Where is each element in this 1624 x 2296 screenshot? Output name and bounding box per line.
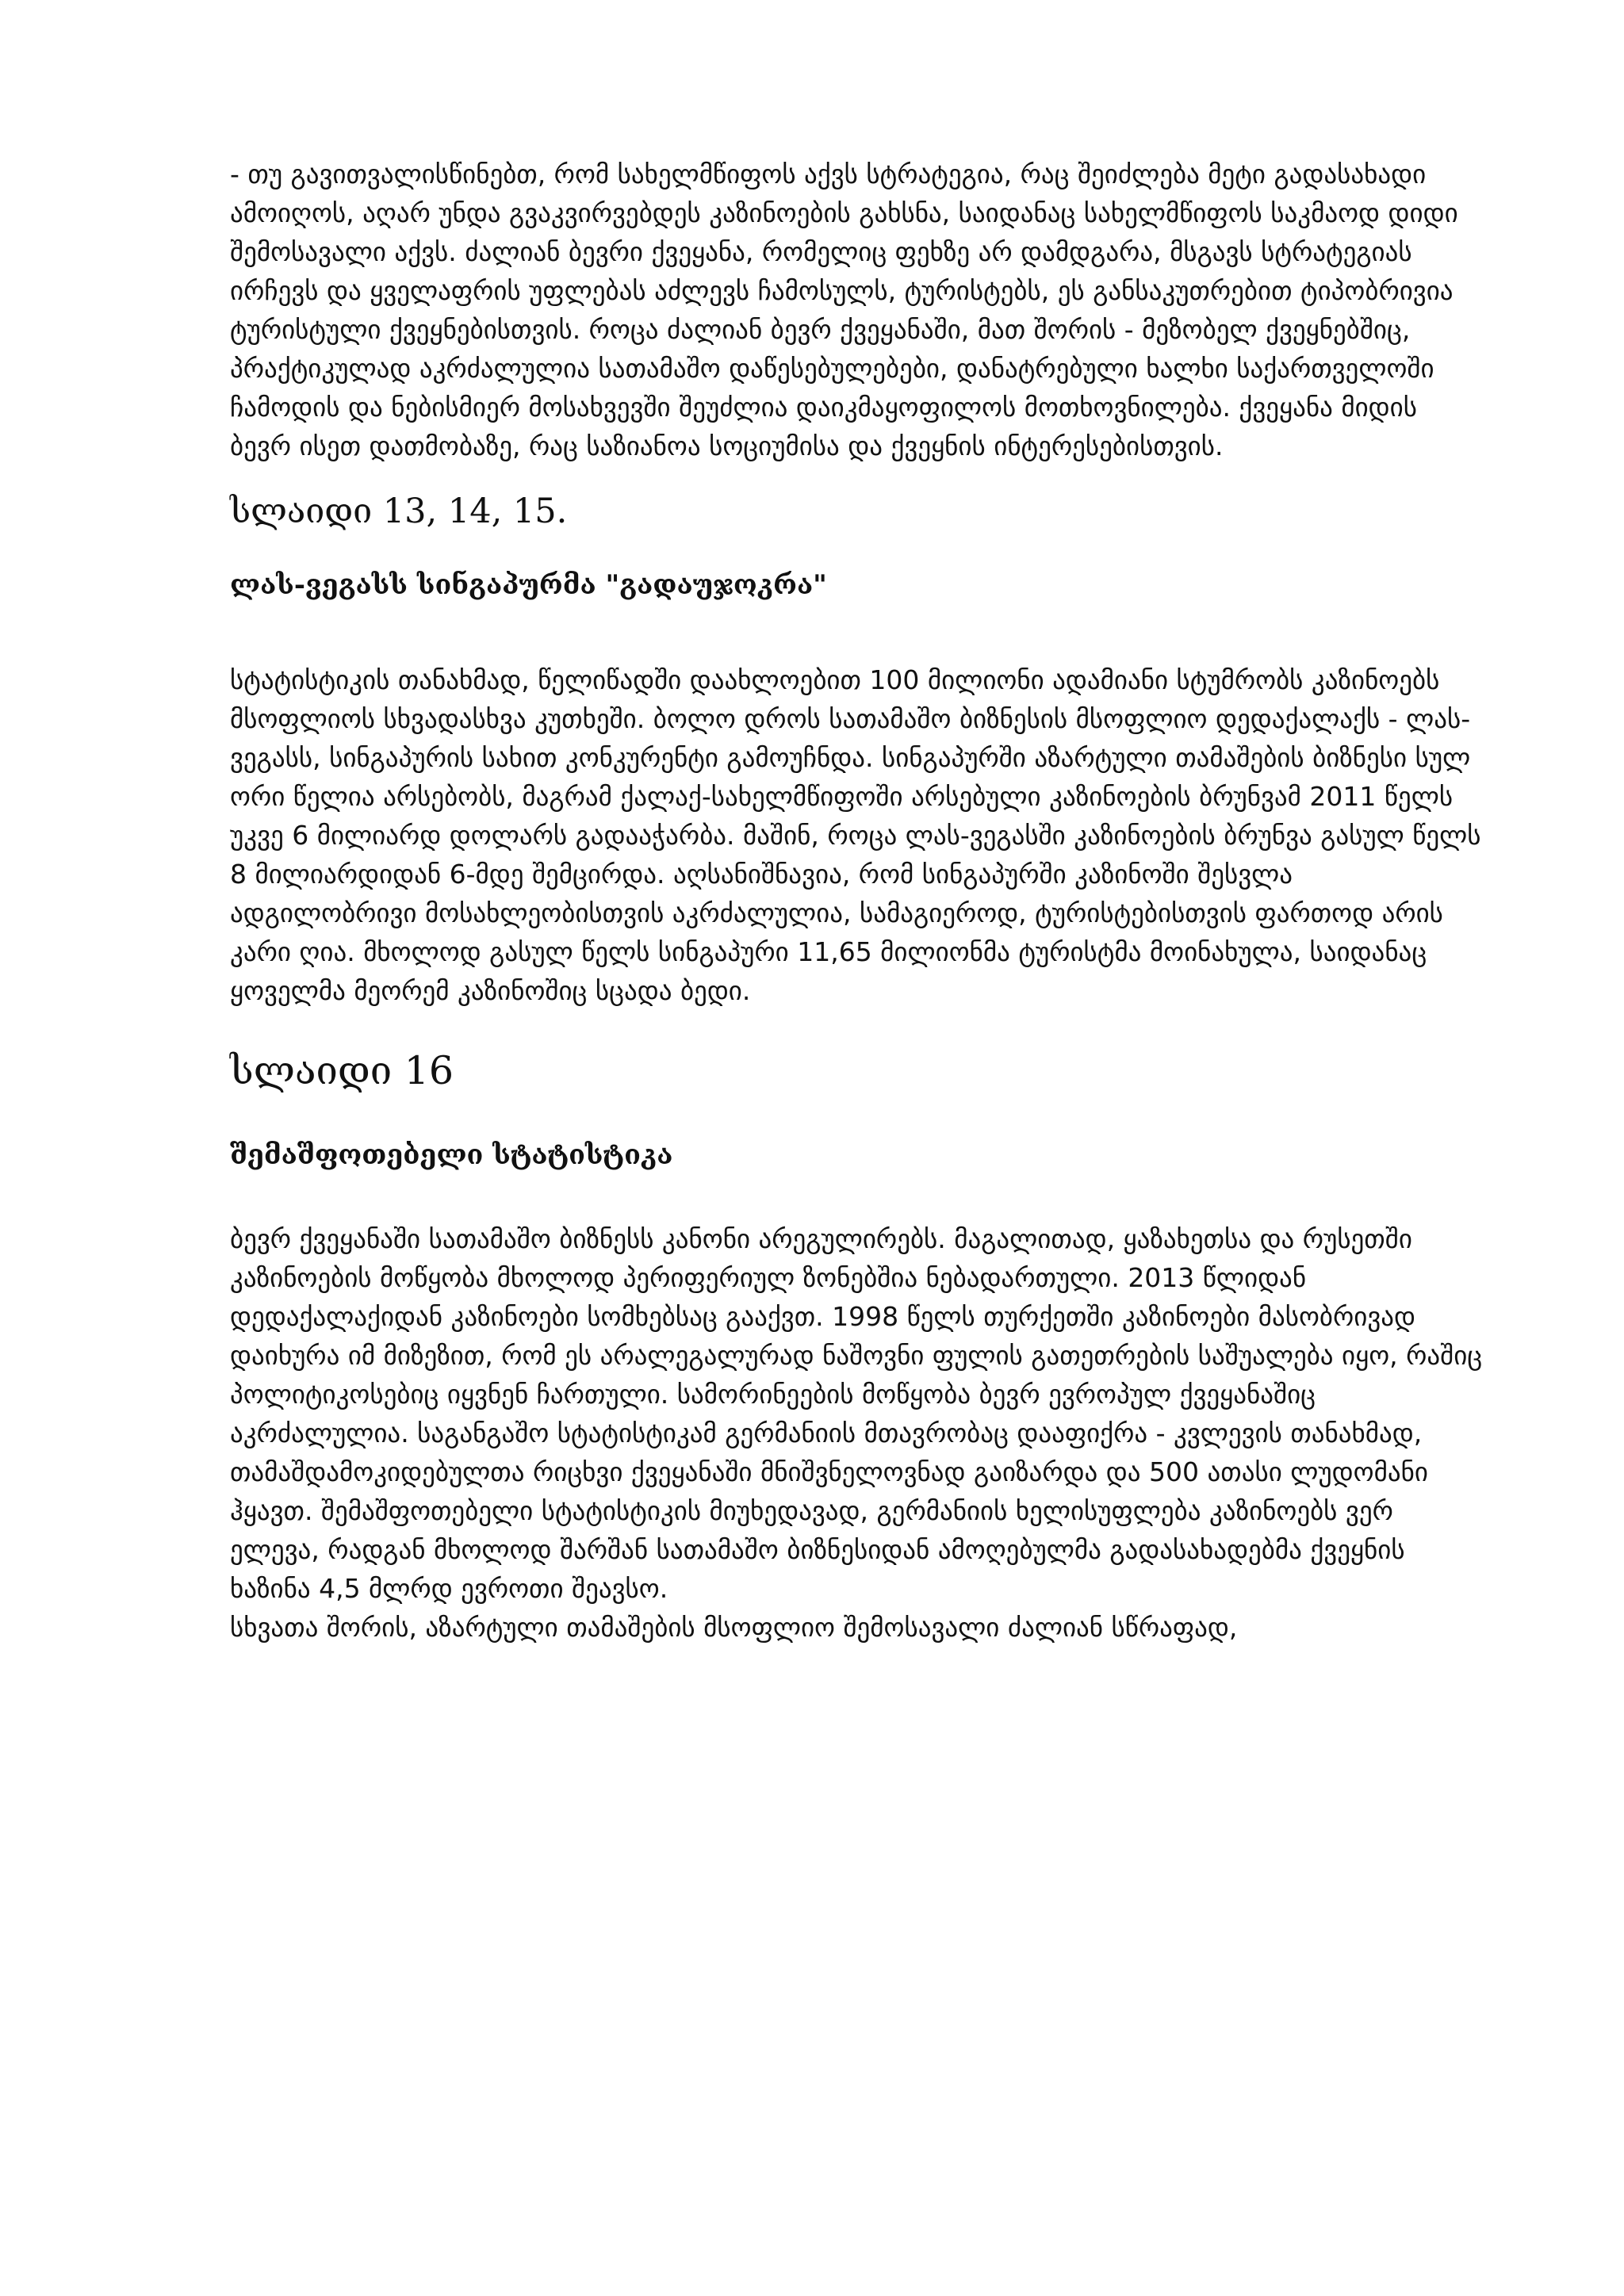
slide-heading-13-15: სლაიდი 13, 14, 15. — [230, 492, 568, 531]
intro-paragraph: - თუ გავითვალისწინებთ, რომ სახელმწიფოს აქვს სტრატეგია, რაც შეიძლება მეტი გადასახადი ამოიღოს, აღარ უნდა გვაკვირვებდეს კაზინოების გახსნა, საიდანაც სახელმწიფოს საკმაოდ დიდი შემოსავალი აქვს. ძალიან ბევრი ქვეყანა, რომელიც ფეხზე არ დამდგარა, მსგავს სტრატეგიას ირჩევს და ყველაფრის უფლებას აძლევს ჩამოსულს, ტურისტებს, ეს განსაკუთრებით ტიპობრივია ტურისტული ქვეყნებისთვის. როცა ძალიან ბევრ ქვეყანაში, მათ შორის - მეზობელ ქვეყნებშიც, პრაქტიკულად აკრძალულია სათამაშო დაწესებულებები, დანატრებული ხალხი საქართველოში ჩამოდის და ნებისმიერ მოსახვევში შეუძლია დაიკმაყოფილოს მოთხოვნილება. ქვეყანა მიდის ბევრ ისეთ დათმობაზე, რაც საზიანოა სოციუმისა და ქვეყნის ინტერესებისთვის. — [230, 159, 1458, 461]
section-subheading-las-vegas: ლას-ვეგასს სინგაპურმა "გადაუჯოკრა" — [230, 569, 827, 601]
singapore-paragraph: სტატისტიკის თანახმად, წელიწადში დაახლოებით 100 მილიონი ადამიანი სტუმრობს კაზინოებს მსოფლიოს სხვადასხვა კუთხეში. ბოლო დროს სათამაშო ბიზნესის მსოფლიო დედაქალაქს - ლას-ვეგასს, სინგაპურის სახით კონკურენტი გამოუჩნდა. სინგაპურში აზარტული თამაშების ბიზნესი სულ ორი წელია არსებობს, მაგრამ ქალაქ-სახელმწიფოში არსებული კაზინოების ბრუნვამ 2011 წელს უკვე 6 მილიარდ დოლარს გადააჭარბა. მაშინ, როცა ლას-ვეგასში კაზინოების ბრუნვა გასულ წელს 8 მილიარდიდან 6-მდე შემცირდა. აღსანიშნავია, რომ სინგაპურში კაზინოში შესვლა ადგილობრივი მოსახლეობისთვის აკრძალულია, სამაგიეროდ, ტურისტებისთვის ფართოდ არის კარი ღია. მხოლოდ გასულ წელს სინგაპური 11,65 მილიონმა ტურისტმა მოინახულა, საიდანაც ყოველმა მეორემ კაზინოშიც სცადა ბედი. — [230, 664, 1481, 1006]
document-page — [230, 155, 1483, 1647]
regulation-paragraph: ბევრ ქვეყანაში სათამაშო ბიზნესს კანონი არეგულირებს. მაგალითად, ყაზახეთსა და რუსეთში კაზინოების მოწყობა მხოლოდ პერიფერიულ ზონებშია ნებადართული. 2013 წლიდან დედაქალაქიდან კაზინოები სომხებსაც გააქვთ. 1998 წელს თურქეთში კაზინოები მასობრივად დაიხურა იმ მიზეზით, რომ ეს არალეგალურად ნაშოვნი ფულის გათეთრების საშუალება იყო, რაშიც პოლიტიკოსებიც იყვნენ ჩართული. სამორინეების მოწყობა ბევრ ევროპულ ქვეყანაშიც აკრძალულია. საგანგაშო სტატისტიკამ გერმანიის მთავრობაც დააფიქრა - კვლევის თანახმად, თამაშდამოკიდებულთა რიცხვი ქვეყანაში მნიშვნელოვნად გაიზარდა და 500 ათასი ლუდომანი ჰყავთ. შემაშფოთებელი სტატისტიკის მიუხედავად, გერმანიის ხელისუფლება კაზინოებს ვერ ელევა, რადგან მხოლოდ შარშან სათამაშო ბიზნესიდან ამოღებულმა გადასახადებმა ქვეყნის ხაზინა 4,5 მლრდ ევროთი შეავსო. — [230, 1223, 1483, 1604]
section-subheading-statistics: შემაშფოთებელი სტატისტიკა — [230, 1139, 673, 1171]
slide-heading-16: სლაიდი 16 — [230, 1048, 454, 1093]
closing-paragraph: სხვათა შორის, აზარტული თამაშების მსოფლიო შემოსავალი ძალიან სწრაფად, — [230, 1612, 1238, 1643]
